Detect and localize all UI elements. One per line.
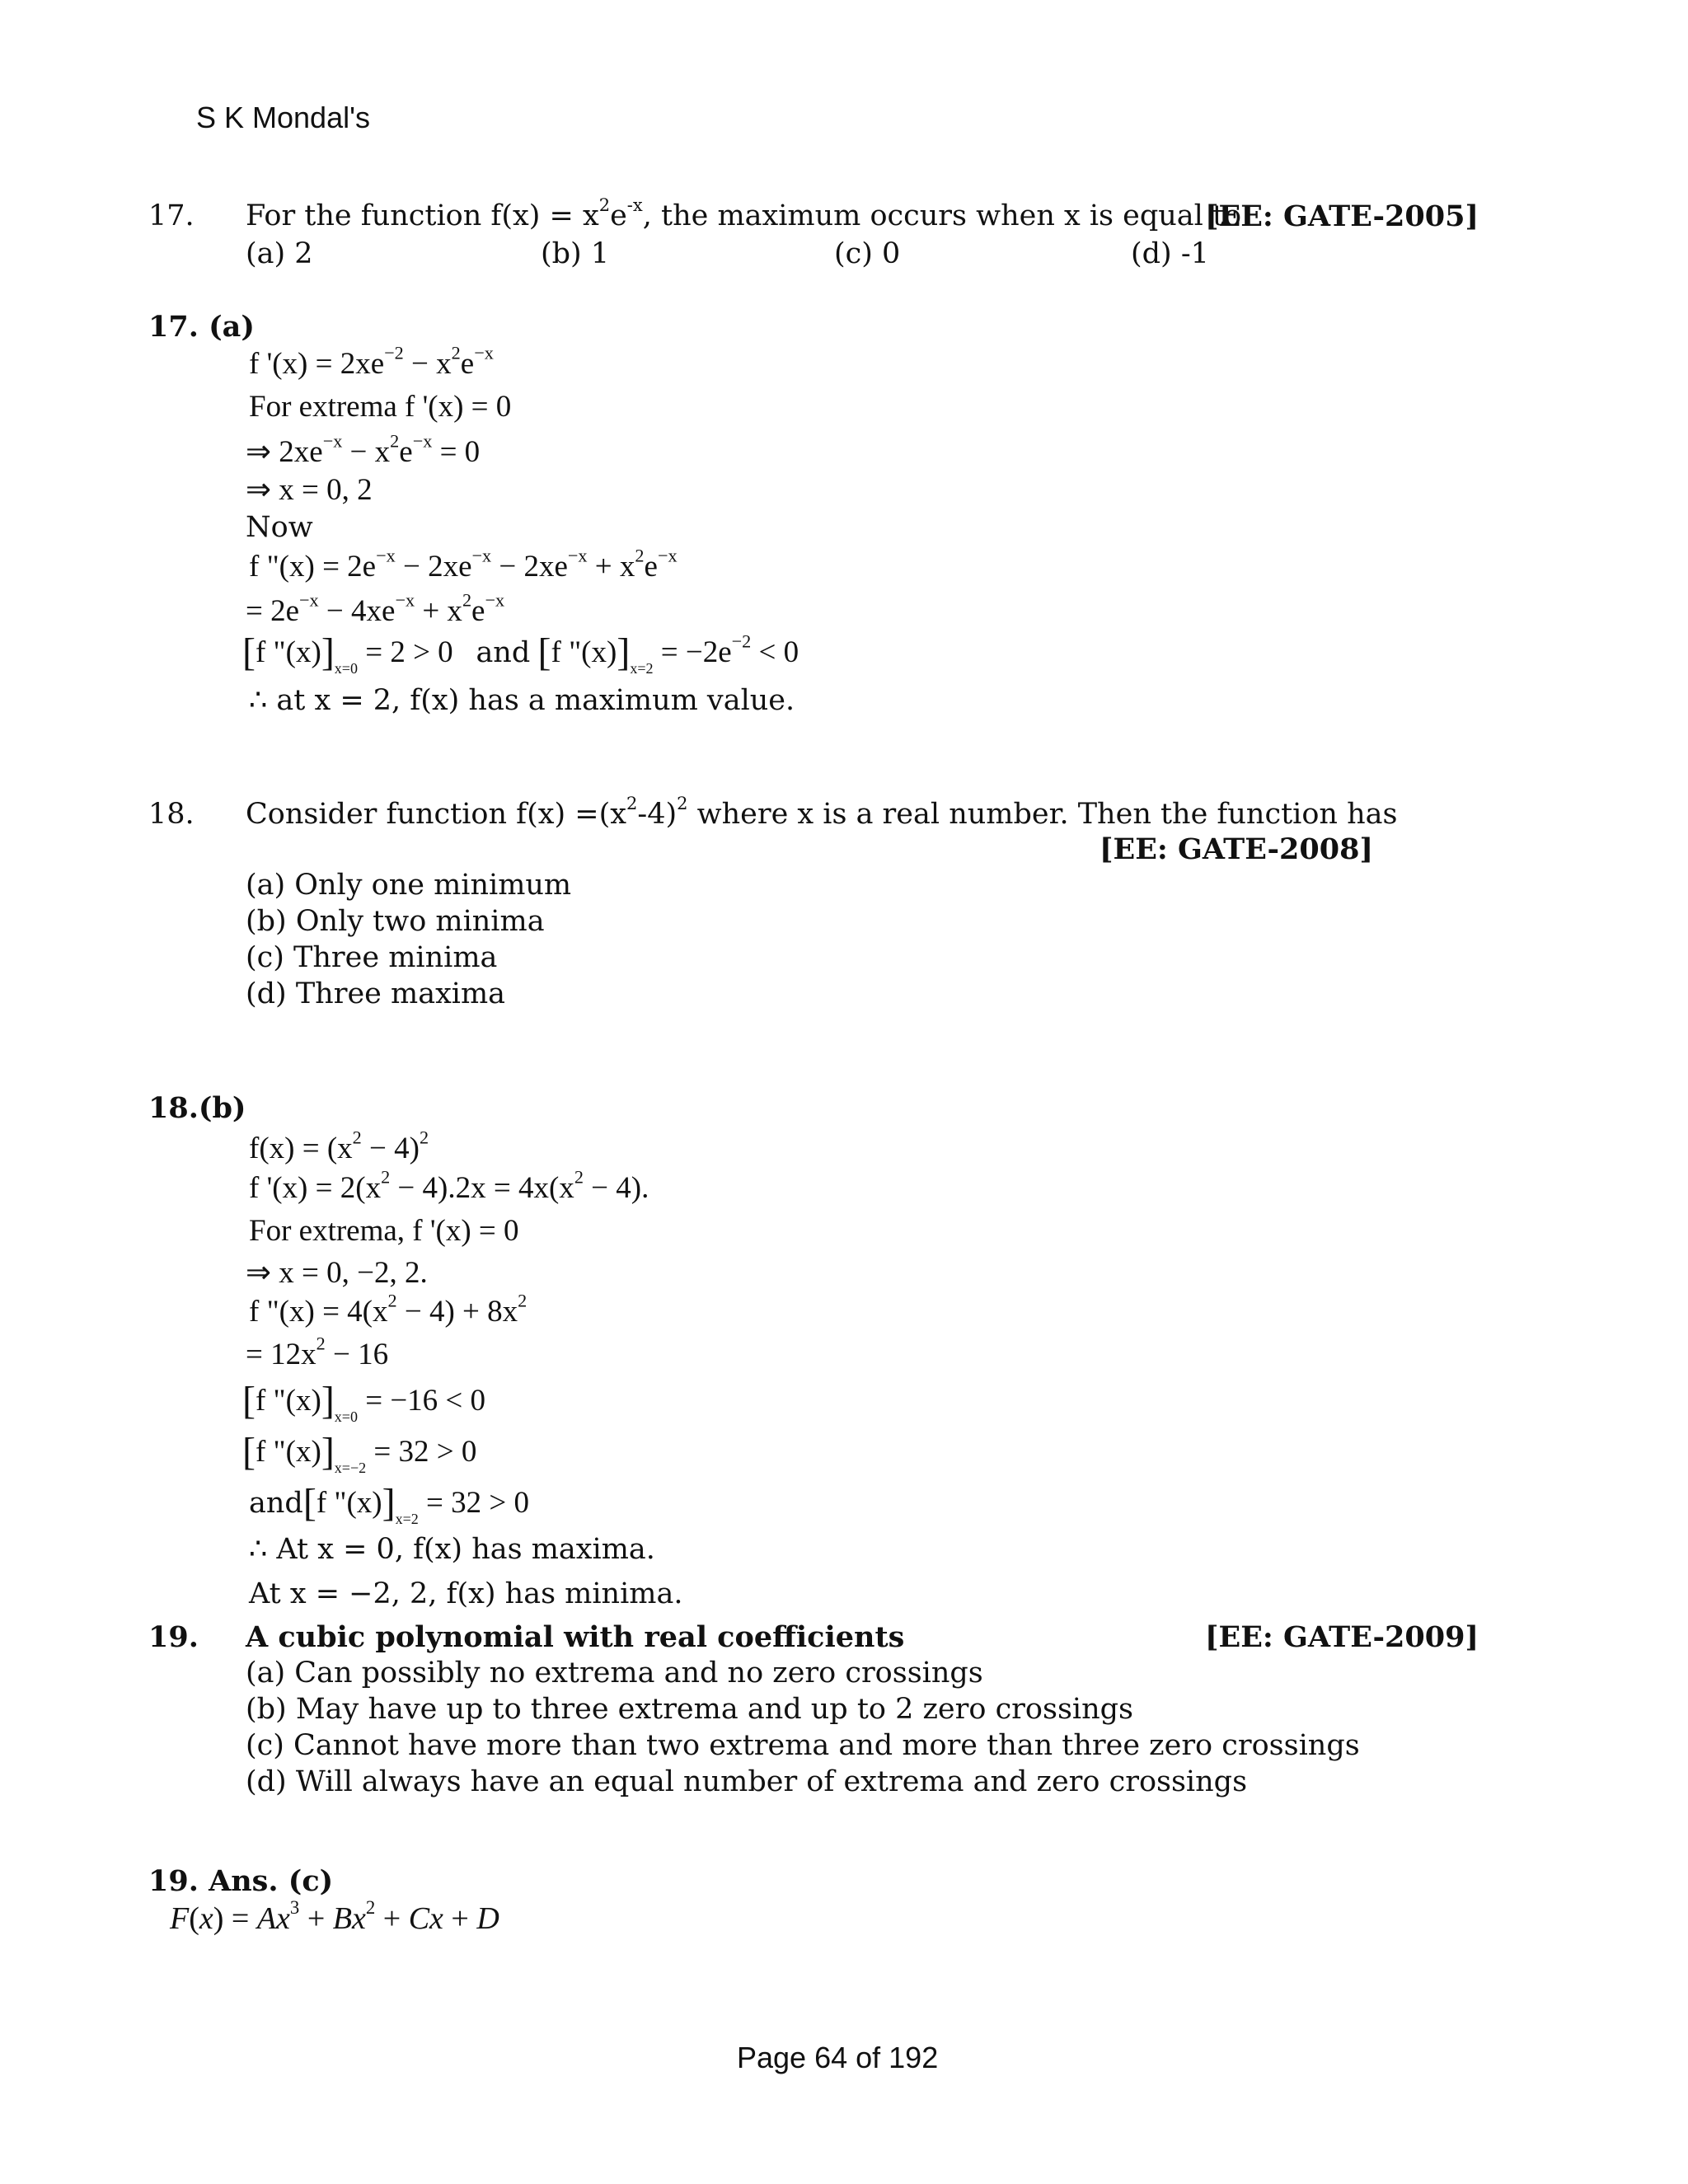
option-a: (a) 2 — [246, 237, 313, 270]
page-number: Page 64 of 192 — [737, 2041, 939, 2074]
math-line: [f "$(x)]_{x=0} = -16 < 0$ — [242, 1379, 486, 1425]
question-text: Consider function $f(x) =(x^2-4)^2$ where x is a real number. Then the function has — [246, 794, 1398, 831]
option-c: (c) 0 — [834, 237, 901, 270]
math-line: ⇒ x = 0, 2 — [246, 473, 373, 507]
math-line: For extrema, f '(x) = 0 — [249, 1214, 519, 1248]
option-b: (b) 1 — [541, 237, 610, 270]
question-text: A cubic polynomial with real coefficients — [246, 1620, 905, 1654]
option-d: (d) Three maxima — [246, 977, 506, 1010]
question-number: 17. — [148, 199, 195, 232]
math-line: f "$(x) = 4(x^2 - 4) + 8x^2$ — [249, 1290, 528, 1329]
math-line: and[f "$(x)]_{x=2} = 32 > 0$ — [249, 1481, 530, 1527]
math-line: f "$(x) = 2e^{-x} - 2xe^{-x} - 2xe^{-x} + x^2e^{-x}$ — [249, 545, 678, 583]
option-b: (b) Only two minima — [246, 905, 545, 938]
question-number: 19. — [148, 1620, 199, 1654]
question-text: For the function $f(x) = x^2e^{-x}$, the maximum occurs when x is equal to — [246, 195, 1242, 232]
exam-tag: [EE: GATE-2005] — [1205, 199, 1479, 233]
math-line: = $12x^2 - 16$ — [246, 1333, 389, 1371]
option-d: (d) Will always have an equal number of extrema and zero crossings — [246, 1765, 1248, 1798]
answer-heading: 18.(b) — [148, 1091, 246, 1125]
math-line: For extrema f '(x) = 0 — [249, 390, 512, 424]
math-line: $F(x) = Ax^3 + Bx^2 + Cx + D$ — [170, 1896, 499, 1936]
math-line: ∴ At x = 0, f(x) has maxima. — [249, 1533, 655, 1566]
math-line: [f "$(x)]_{x=0} = 2 > 0$ and [f "$(x)]_{x=2} = -2e^{-2} < 0$ — [242, 630, 799, 677]
option-a: (a) Only one minimum — [246, 869, 572, 902]
option-a: (a) Can possibly no extrema and no zero crossings — [246, 1657, 983, 1690]
math-line: = $2e^{-x} - 4xe^{-x} + x^2e^{-x}$ — [246, 589, 505, 628]
option-c: (c) Cannot have more than two extrema and more than three zero crossings — [246, 1729, 1360, 1762]
math-line: ⇒ $2xe^{-x} - x^2e^{-x} = 0$ — [246, 430, 481, 469]
math-line: [f "$(x)]_{x=-2} = 32 > 0$ — [242, 1430, 477, 1476]
answer-heading: 17. (a) — [148, 310, 255, 344]
math-line: ⇒ x = 0, −2, 2. — [246, 1256, 428, 1290]
math-line: f '$(x) = 2xe^{-2} - x^2e^{-x}$ — [249, 342, 494, 381]
answer-heading: 19. Ans. (c) — [148, 1864, 334, 1898]
math-line: $f(x) = (x^2 - 4)^2$ — [249, 1127, 429, 1165]
question-number: 18. — [148, 798, 195, 831]
math-line: f '$(x) = 2(x^2 - 4).2x = 4x(x^2 - 4)$. — [249, 1166, 649, 1205]
math-line: ∴ at x = 2, f(x) has a maximum value. — [249, 684, 795, 717]
exam-tag: [EE: GATE-2009] — [1205, 1620, 1479, 1654]
option-d: (d) -1 — [1131, 237, 1209, 270]
option-c: (c) Three minima — [246, 941, 498, 974]
math-line: At x = −2, 2, f(x) has minima. — [249, 1577, 683, 1610]
math-line: Now — [246, 511, 313, 544]
exam-tag: [EE: GATE-2008] — [1100, 832, 1374, 866]
page-header-author: S K Mondal's — [196, 101, 370, 134]
option-b: (b) May have up to three extrema and up to 2 zero crossings — [246, 1693, 1134, 1726]
